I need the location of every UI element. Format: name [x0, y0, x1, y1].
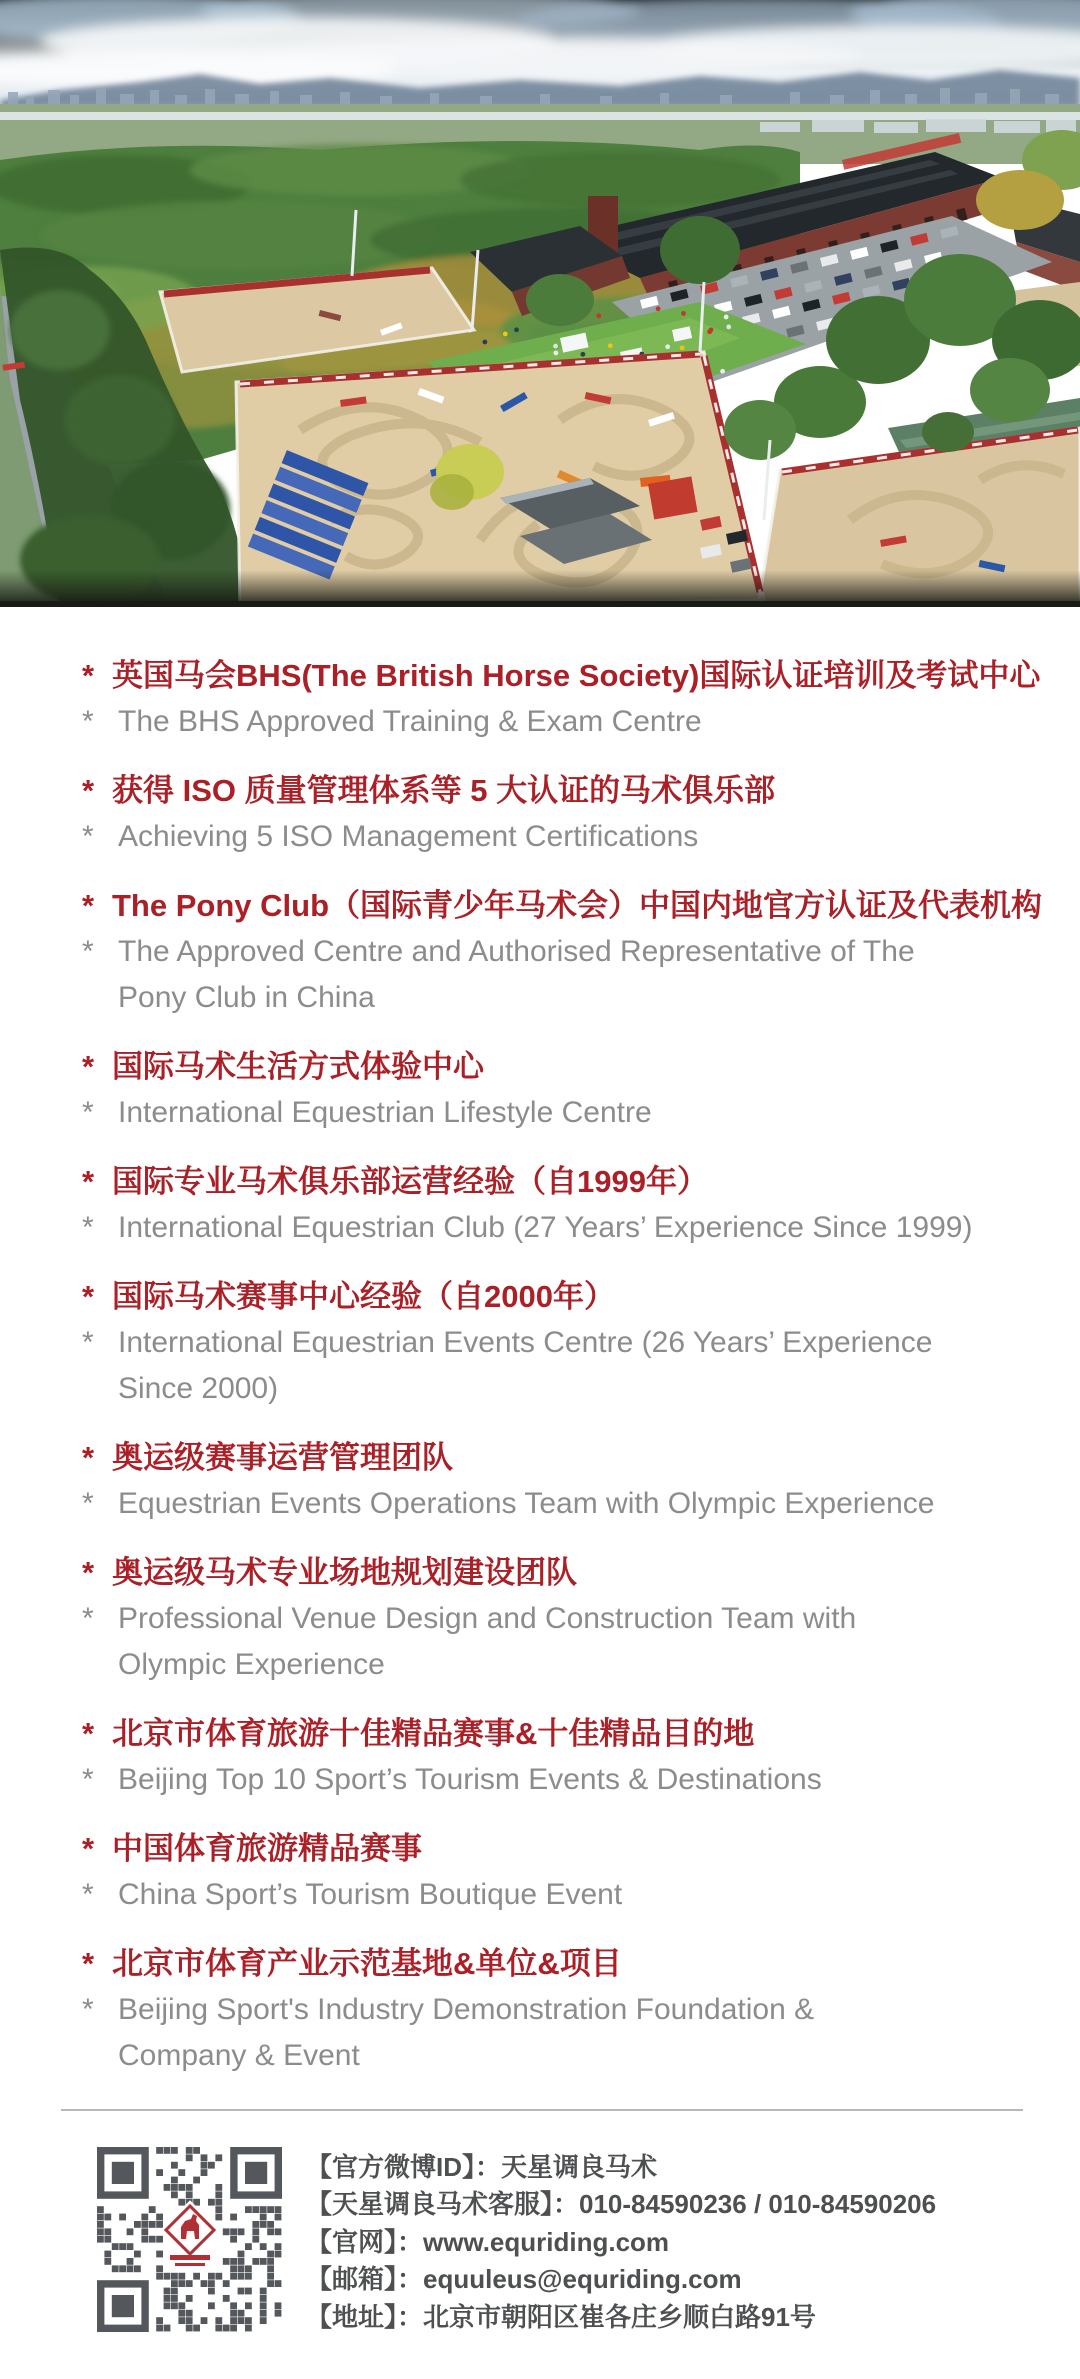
bullet-marker: * — [82, 1326, 94, 1359]
bullet-marker: * — [82, 1440, 95, 1475]
footer-line: 【官网】：www.equriding.com — [306, 2226, 670, 2257]
bullet-marker: * — [82, 773, 95, 808]
bullet-en-text: International Equestrian Club (27 Years’ Experience Since 1999) — [118, 1211, 973, 1244]
bullet-marker: * — [82, 888, 95, 923]
bullet-marker: * — [82, 1279, 95, 1314]
bullet-zh-text: 获得 ISO 质量管理体系等 5 大认证的马术俱乐部 — [112, 773, 776, 808]
bullet-marker: * — [82, 1211, 94, 1244]
bullet-en-text: Professional Venue Design and Construction Team with — [118, 1602, 857, 1635]
bullet-zh-line — [82, 653, 1040, 699]
elevated-road — [0, 112, 1080, 120]
bullet-marker: * — [82, 1946, 95, 1981]
footer-line: 【天星调良马术客服】：010-84590236 / 010-84590206 — [306, 2189, 937, 2220]
bullet-en-text: Achieving 5 ISO Management Certifications — [118, 820, 699, 853]
bullet-item — [82, 883, 1040, 1021]
bullet-en-text: The Approved Centre and Authorised Representative of The — [118, 935, 915, 968]
bullet-zh-line — [82, 1435, 1040, 1481]
bullet-en-text: International Equestrian Events Centre (26 Years’ Experience — [118, 1326, 933, 1359]
bullet-en-line — [82, 1320, 1040, 1366]
bullet-en-line — [82, 814, 1040, 860]
bullet-en-line — [82, 1366, 1040, 1412]
bullet-marker: * — [82, 658, 95, 693]
bullet-item — [82, 1941, 1040, 2079]
bullet-en-text: Olympic Experience — [118, 1648, 385, 1681]
bullet-en-line — [82, 1987, 1040, 2033]
bullet-marker: * — [82, 705, 94, 738]
footer-line: 【邮箱】：equuleus@equriding.com — [306, 2264, 742, 2295]
bullet-marker: * — [82, 1716, 95, 1751]
bullet-zh-text: 北京市体育产业示范基地&单位&项目 — [112, 1946, 622, 1981]
qr-code — [97, 2147, 282, 2332]
bullet-marker: * — [82, 1763, 94, 1796]
bullet-marker: * — [82, 1831, 95, 1866]
bullet-zh-text: 奥运级赛事运营管理团队 — [112, 1440, 453, 1475]
bullet-zh-text: 国际马术赛事中心经验（自2000年） — [112, 1279, 615, 1314]
bullet-marker: * — [82, 1993, 94, 2026]
divider — [61, 2109, 1023, 2111]
bullet-marker: * — [82, 1049, 95, 1084]
bullet-zh-text: The Pony Club（国际青少年马术会）中国内地官方认证及代表机构 — [112, 888, 1042, 923]
bullet-marker: * — [82, 1602, 94, 1635]
bullet-item — [82, 1435, 1040, 1527]
bullet-zh-line — [82, 1711, 1040, 1757]
bullet-en-line — [82, 1090, 1040, 1136]
bullet-en-text: Since 2000) — [118, 1372, 279, 1405]
bullet-zh-line — [82, 883, 1040, 929]
highlights-list — [0, 607, 1080, 2079]
bullet-item — [82, 1044, 1040, 1136]
bullet-en-line — [82, 2033, 1040, 2079]
bullet-en-text: Company & Event — [118, 2039, 360, 2072]
bullet-en-line — [82, 929, 1040, 975]
bullet-en-text: International Equestrian Lifestyle Centre — [118, 1096, 652, 1129]
bullet-en-text: The BHS Approved Training & Exam Centre — [118, 705, 702, 738]
bullet-marker: * — [82, 1878, 94, 1911]
bullet-en-text: Beijing Sport's Industry Demonstration Foundation & — [118, 1993, 815, 2026]
bullet-en-text: Beijing Top 10 Sport’s Tourism Events & Destinations — [118, 1763, 822, 1796]
bullet-zh-line — [82, 1044, 1040, 1090]
bullet-zh-text: 奥运级马术专业场地规划建设团队 — [112, 1555, 577, 1590]
bullet-zh-text: 中国体育旅游精品赛事 — [112, 1831, 422, 1866]
bullet-en-line — [82, 975, 1040, 1021]
bullet-zh-line — [82, 1274, 1040, 1320]
bullet-item — [82, 1550, 1040, 1688]
bullet-en-line — [82, 1205, 1040, 1251]
bullet-marker: * — [82, 1096, 94, 1129]
bullet-zh-text: 北京市体育旅游十佳精品赛事&十佳精品目的地 — [112, 1716, 755, 1751]
footer-line: 【地址】：北京市朝阳区崔各庄乡顺白路91号 — [306, 2301, 816, 2332]
bullet-item — [82, 1159, 1040, 1251]
bullet-marker: * — [82, 1555, 95, 1590]
bullet-zh-line — [82, 768, 1040, 814]
bullet-en-line — [82, 699, 1040, 745]
bullet-en-line — [82, 1757, 1040, 1803]
bullet-zh-line — [82, 1941, 1040, 1987]
bullet-item — [82, 1711, 1040, 1803]
bullet-zh-text: 国际马术生活方式体验中心 — [112, 1049, 484, 1084]
bullet-marker: * — [82, 935, 94, 968]
bullet-en-text: Pony Club in China — [118, 981, 375, 1014]
bullet-marker: * — [82, 1487, 94, 1520]
bullet-zh-line — [82, 1159, 1040, 1205]
bullet-en-line — [82, 1872, 1040, 1918]
footer-line: 【官方微博ID】：天星调良马术 — [306, 2152, 658, 2182]
bullet-zh-line — [82, 1826, 1040, 1872]
bullet-en-line — [82, 1481, 1040, 1527]
content — [0, 607, 1080, 2336]
footer — [97, 2147, 1080, 2336]
contact-info — [306, 2147, 936, 2336]
bullet-zh-text: 英国马会BHS(The British Horse Society)国际认证培训及考试中心 — [112, 658, 1041, 693]
bullet-item — [82, 768, 1040, 860]
bullet-en-text: Equestrian Events Operations Team with Olympic Experience — [118, 1487, 935, 1520]
bullet-en-text: China Sport’s Tourism Boutique Event — [118, 1878, 623, 1911]
bullet-zh-text: 国际专业马术俱乐部运营经验（自1999年） — [112, 1164, 708, 1199]
bullet-marker: * — [82, 1164, 95, 1199]
equuleus-horse-logo — [160, 2200, 219, 2266]
bullet-en-line — [82, 1642, 1040, 1688]
bullet-item — [82, 653, 1040, 745]
bullet-item — [82, 1274, 1040, 1412]
bullet-zh-line — [82, 1550, 1040, 1596]
bullet-en-line — [82, 1596, 1040, 1642]
bullet-marker: * — [82, 820, 94, 853]
bullet-item — [82, 1826, 1040, 1918]
aerial-photo — [0, 0, 1080, 607]
